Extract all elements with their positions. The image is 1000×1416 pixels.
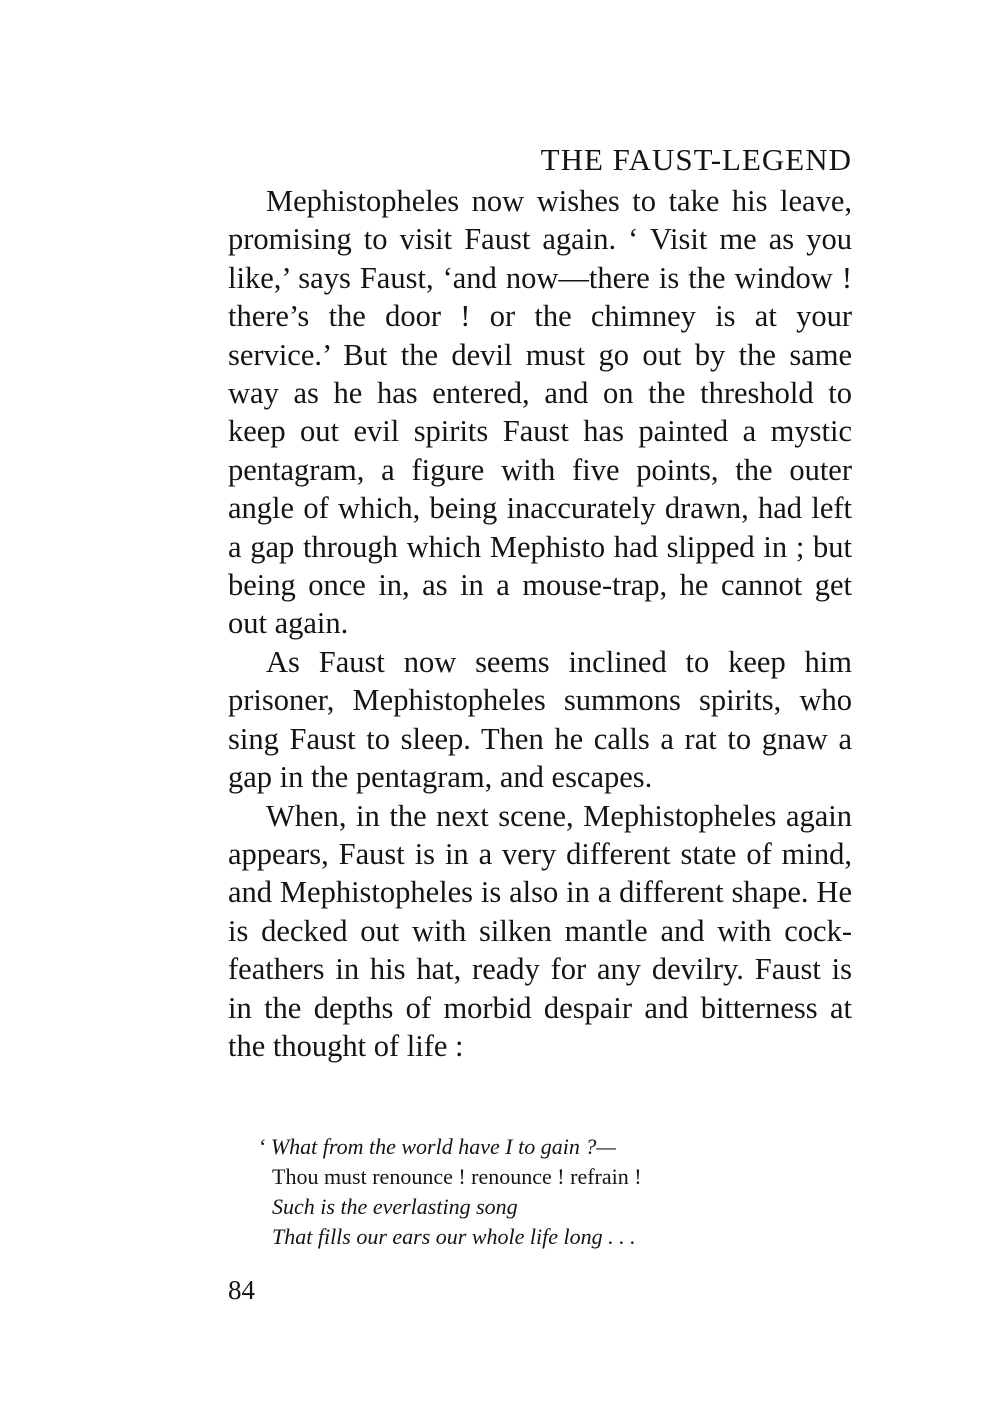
paragraph-2: As Faust now seems inclined to keep him prisoner, Mephistopheles summons spirits, who sing Faust to sleep. Then he calls a rat to gnaw a gap in the pentagram, and escapes.: [228, 644, 852, 795]
running-head: THE FAUST-LEGEND: [540, 142, 852, 177]
paragraph-1: Mephistopheles now wishes to take his leave, promising to visit Faust again. ‘ Visit me as you like,’ says Faust, ‘and now—there is the window ! there’s the door ! or the chimney is at your service.’ But the devil must go out by the same way as he has entered, and on the threshold to keep out evil spirits Faust has painted a mystic pentagram, a figure with five points, the outer angle of which, being inaccurately drawn, had left a gap through which Mephisto had slipped in ; but being once in, as in a mouse-trap, he cannot get out again.: [228, 184, 852, 641]
verse-line-4: That fills our ears our whole life long . . .: [272, 1224, 636, 1249]
verse-line-1: ‘ What from the world have I to gain ?—: [258, 1134, 616, 1159]
body-text: [228, 182, 852, 1065]
verse-line-2: Thou must renounce ! renounce ! refrain !: [272, 1164, 642, 1189]
verse-line-3: Such is the everlasting song: [272, 1194, 518, 1219]
verse-quotation: [258, 1132, 818, 1252]
paragraph-3: When, in the next scene, Mephistopheles again appears, Faust is in a very different state of mind, and Mephistopheles is also in a different shape. He is decked out with silken mantle and with cock-feathers in his hat, ready for any devilry. Faust is in the depths of morbid despair and bitterness at the thought of life :: [228, 798, 852, 1063]
page-number: 84: [228, 1275, 255, 1305]
